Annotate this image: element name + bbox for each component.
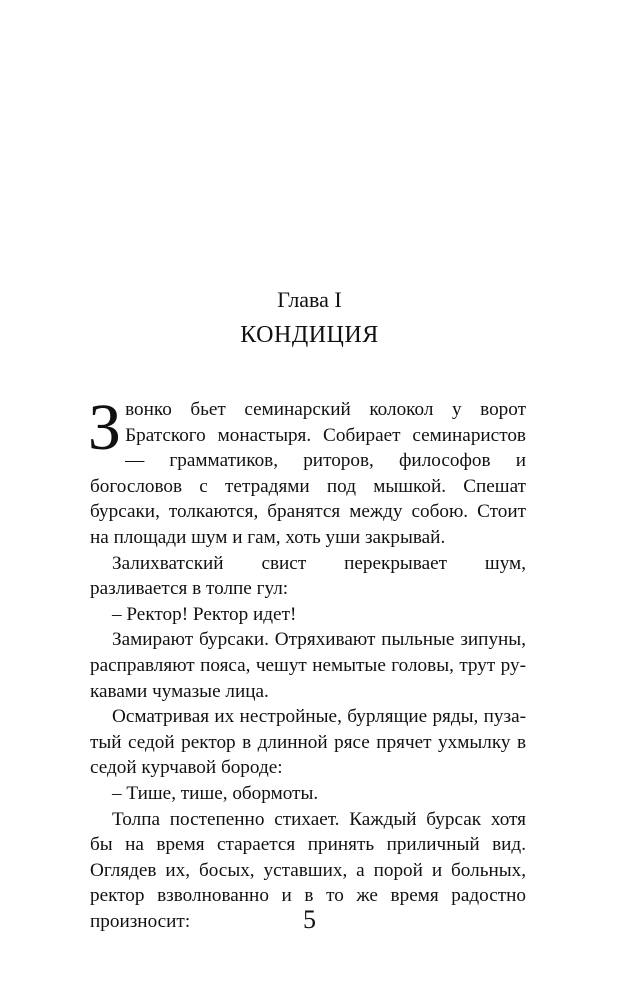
chapter-title: КОНДИЦИЯ	[240, 322, 379, 348]
paragraph: – Ректор! Ректор идет!	[112, 603, 297, 625]
body-text	[88, 391, 526, 934]
paragraph	[88, 391, 526, 551]
paragraph: Толпа постепенно стихает. Каждый бурсак хотя бы на время старается принять приличный вид. Оглядев их, босых, уставших, а порой и больных, ректор взволнованно и в то же время радостно произносит:	[90, 808, 526, 932]
paragraph: – Тише, тише, обормоты.	[112, 782, 319, 804]
drop-cap: З	[88, 391, 122, 464]
paragraph-text: вонко бьет семинарский колокол у ворот Братского монастыря. Собирает семинаристов — грамматиков, риторов, философов и богословов с тетрадями под мышкой. Спешат бурсаки, толкаются, бранятся между собою. Стоит на площади шум и гам, хоть уши закрывай.	[90, 399, 526, 548]
paragraph: Осматривая их нестройные, бурлящие ряды, пузатый седой ректор в длинной рясе прячет ухмылку в седой курчавой бороде:	[90, 706, 526, 779]
paragraph: Замирают бурсаки. Отряхивают пыльные зипуны, расправляют пояса, чешут немытые головы, трут рукавами чумазые лица.	[90, 629, 526, 702]
paragraph: Залихватский свист перекрывает шум, разливается в толпе гул:	[90, 552, 526, 600]
chapter-label: Глава I	[277, 287, 342, 312]
page-number: 5	[303, 905, 316, 934]
